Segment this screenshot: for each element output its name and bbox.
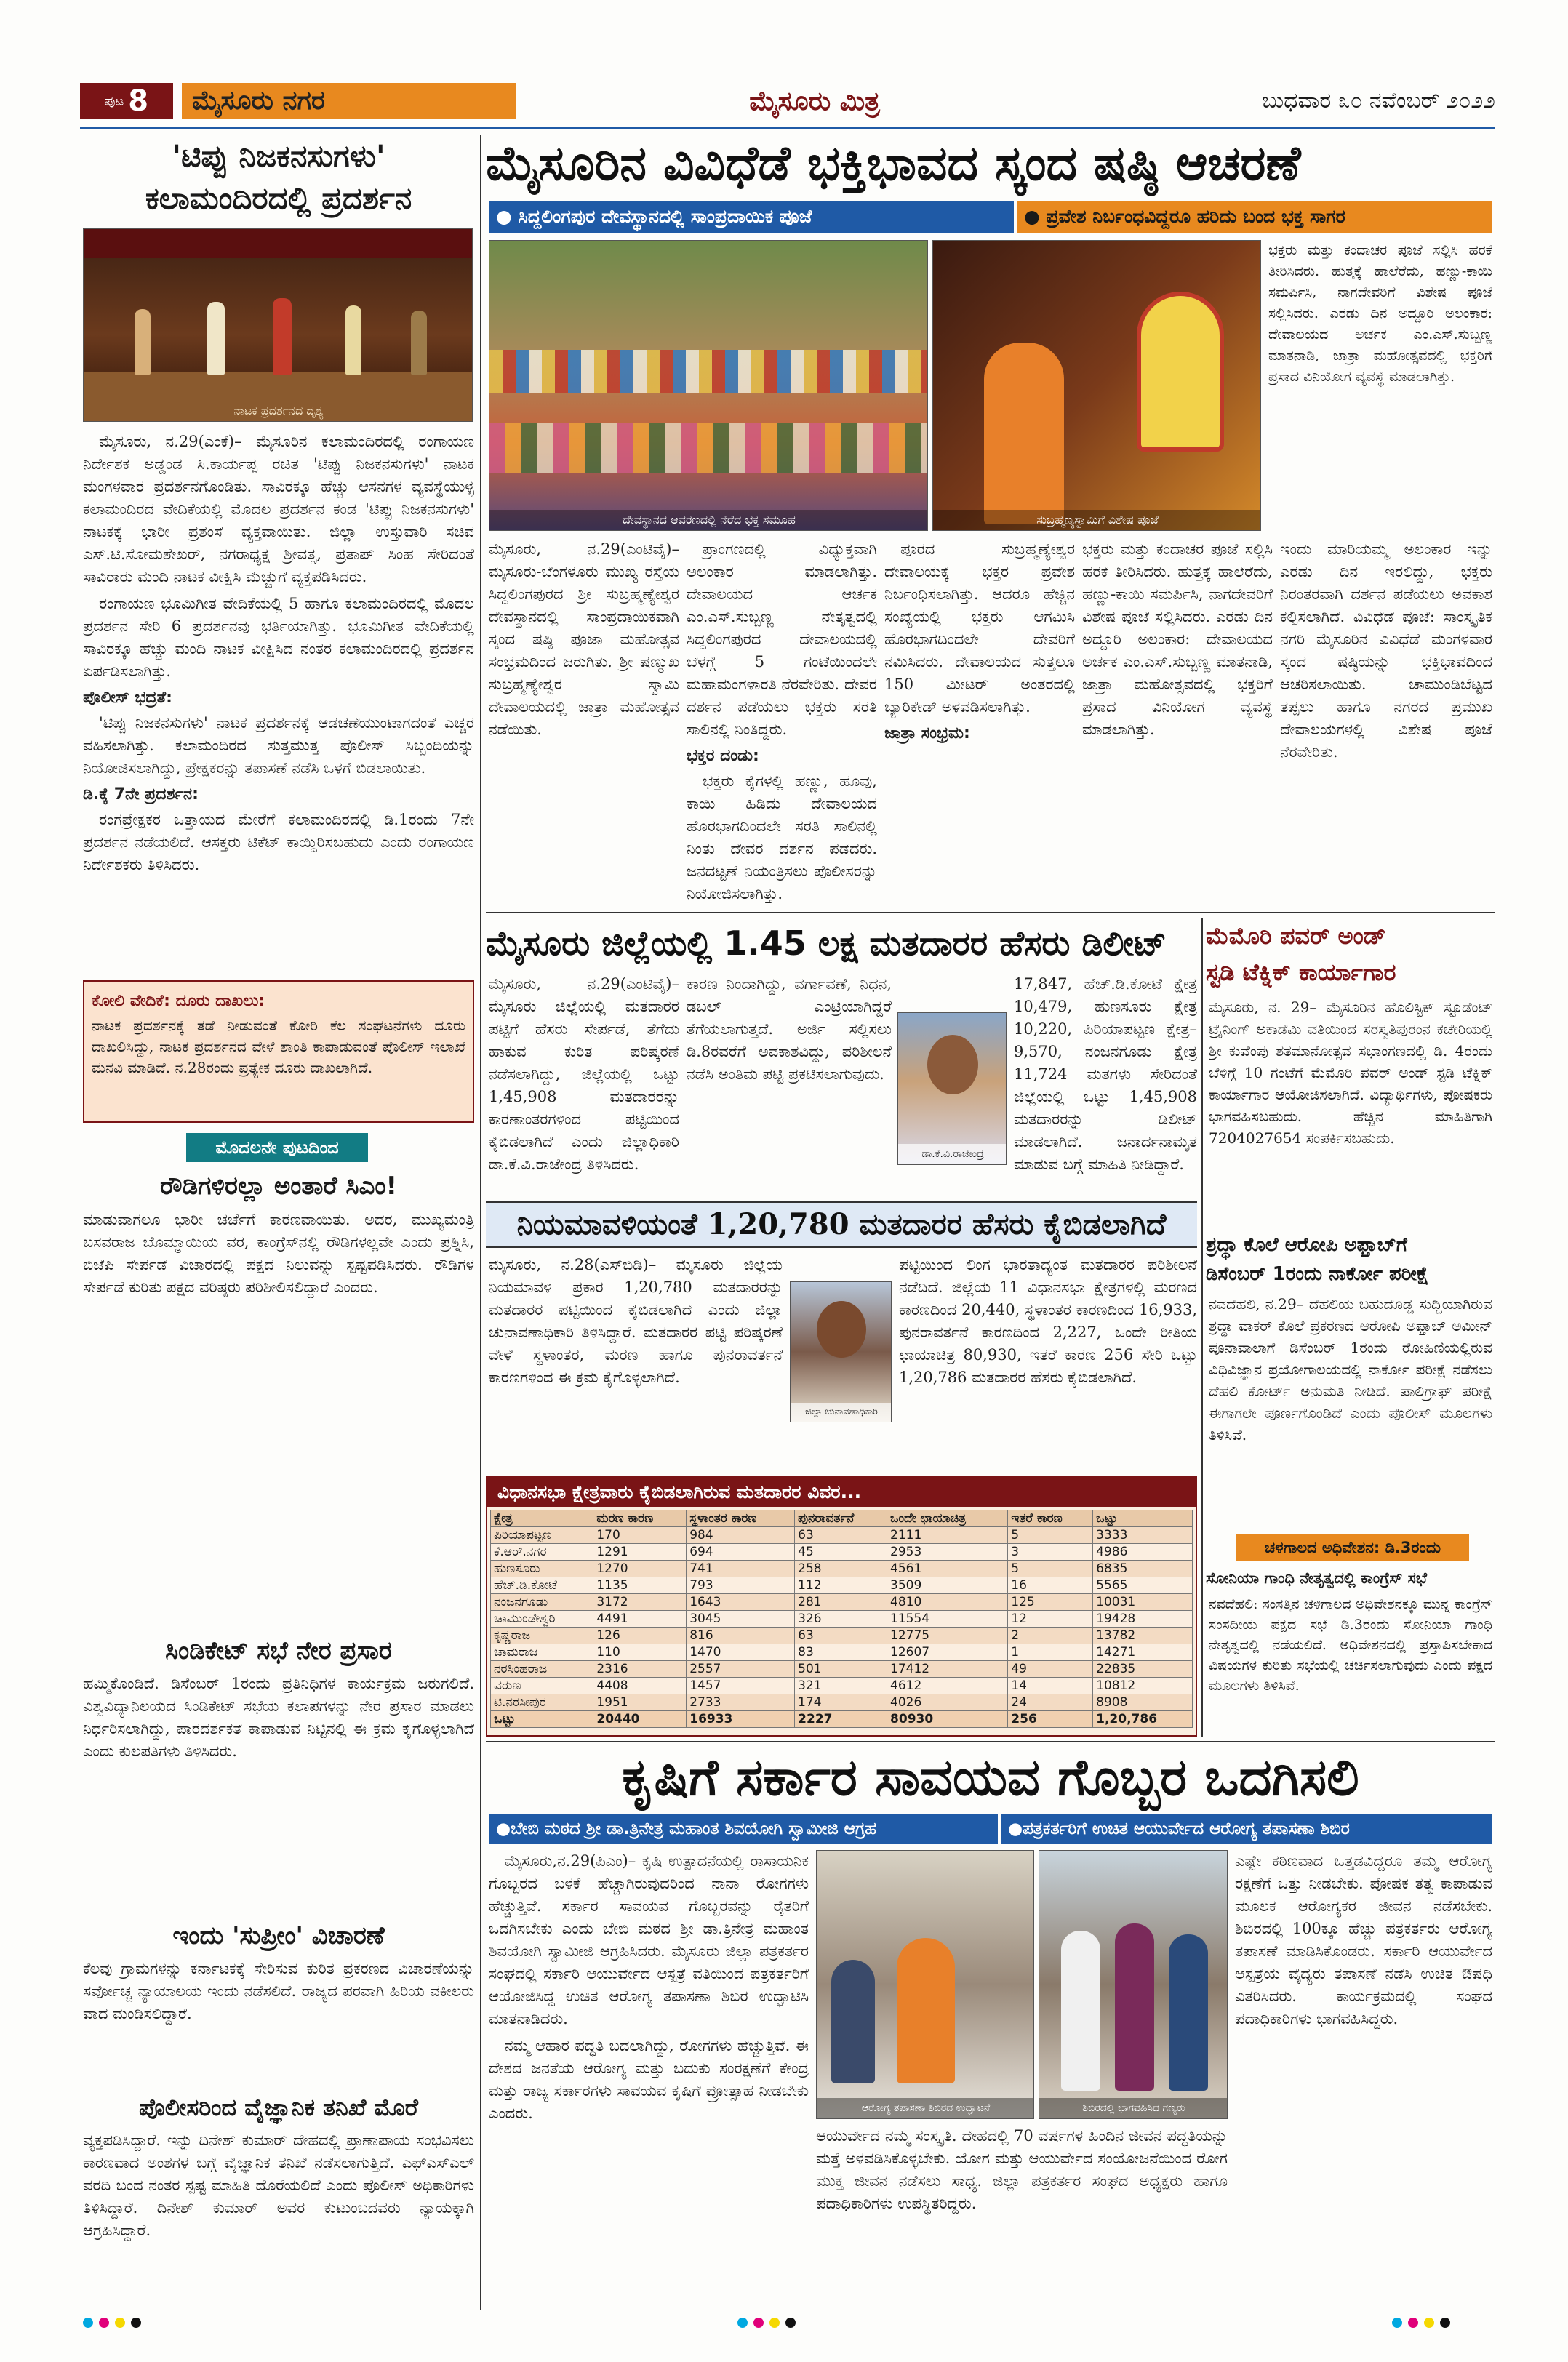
tally-cell: 4986 xyxy=(1093,1544,1193,1561)
tally-cell: 63 xyxy=(795,1527,887,1544)
crowd-band xyxy=(489,423,928,473)
tally-cell: 281 xyxy=(795,1594,887,1611)
tally-cell: ನರಸಿಂಹರಾಜ xyxy=(491,1661,593,1678)
tally-cell: 12775 xyxy=(887,1628,1008,1644)
tally-cell: 80930 xyxy=(887,1711,1008,1728)
magenta-dot xyxy=(753,2318,764,2328)
tally-cell: ಒಟ್ಟು xyxy=(491,1711,593,1728)
tally-cell: ಚಾಮುಂಡೇಶ್ವರಿ xyxy=(491,1611,593,1628)
tally-cell: 63 xyxy=(795,1628,887,1644)
tally-cell: 6835 xyxy=(1093,1561,1193,1577)
krushi-camp-photo xyxy=(816,1850,1034,2119)
sonia-text: ನವದೆಹಲಿ: ಸಂಸತ್ತಿನ ಚಳಿಗಾಲದ ಅಧಿವೇಶನಕ್ಕೂ ಮುನ್ನ ಕಾಂಗ್ರೆಸ್ ಸಂಸದೀಯ ಪಕ್ಷದ ಸಭೆ ಡಿ.3ರಂದು ಸೋನಿಯಾ ಗಾಂಧಿ ನೇತೃತ್ವದಲ್ಲಿ ನಡೆಯಲಿದೆ. ಅಧಿವೇಶನದಲ್ಲಿ ಪ್ರಸ್ತಾಪಿಸಬೇಕಾದ ವಿಷಯಗಳ ಕುರಿತು ಸಭೆಯಲ್ಲಿ ಚರ್ಚಿಸಲಾಗುವುದು ಎಂದು ಪಕ್ಷದ ಮೂಲಗಳು ತಿಳಿಸಿವೆ. xyxy=(1209,1596,1492,1694)
black-dot xyxy=(1440,2318,1450,2328)
tally-header-cell: ಒಂದೇ ಛಾಯಾಚಿತ್ರ xyxy=(887,1510,1008,1527)
tally-cell: 694 xyxy=(687,1544,795,1561)
tally-cell: 12 xyxy=(1008,1611,1093,1628)
actor-figure xyxy=(135,309,151,375)
tally-cell: 13782 xyxy=(1093,1628,1193,1644)
tippu-subhead: ಡಿ.ಕ್ಕೆ 7ನೇ ಪ್ರದರ್ಶನ: xyxy=(83,785,199,804)
black-dot xyxy=(785,2318,796,2328)
tally-cell: 4561 xyxy=(887,1561,1008,1577)
tally-cell: 1643 xyxy=(687,1594,795,1611)
tally-cell: 2557 xyxy=(687,1661,795,1678)
police-text: ವ್ಯಕ್ತಪಡಿಸಿದ್ದಾರೆ. ಇನ್ನು ದಿನೇಶ್ ಕುಮಾರ್ ದೇಹದಲ್ಲಿ ಪ್ರಾಣಾಪಾಯ ಸಂಭವಿಸಲು ಕಾರಣವಾದ ಅಂಶಗಳ ಬಗ್ಗೆ ವೈಜ್ಞಾನಿಕ ತನಿಖೆ ನಡೆಸಲಾಗುತ್ತಿದೆ. ಎಫ್‌ಎಸ್‌ಎಲ್ ವರದಿ ಬಂದ ನಂತರ ಸ್ಪಷ್ಟ ಮಾಹಿತಿ ದೊರೆಯಲಿದೆ ಎಂದು ಪೊಲೀಸ್ ಅಧಿಕಾರಿಗಳು ತಿಳಿಸಿದ್ದಾರೆ. ದಿನೇಶ್ ಕುಮಾರ್ ಅವರ ಕುಟುಂಬದವರು ನ್ಯಾಯಕ್ಕಾಗಿ ಆಗ್ರಹಿಸಿದ್ದಾರೆ. xyxy=(83,2131,474,2239)
tally-cell: 1291 xyxy=(593,1544,687,1561)
tally-cell: 501 xyxy=(795,1661,887,1678)
tally-cell: 174 xyxy=(795,1694,887,1711)
skanda-photo1-caption: ದೇವಸ್ಥಾನದ ಆವರಣದಲ್ಲಿ ನೆರೆದ ಭಕ್ತ ಸಮೂಹ xyxy=(489,510,928,530)
tally-row xyxy=(491,1544,1193,1561)
tally-cell: ಟಿ.ನರಸೀಪುರ xyxy=(491,1694,593,1711)
tally-table-block xyxy=(486,1476,1197,1737)
tally-header-cell: ಸ್ಥಳಾಂತರ ಕಾರಣ xyxy=(687,1510,795,1527)
person-figure xyxy=(897,1938,955,2083)
voters-official-photo xyxy=(897,1012,1007,1165)
tally-cell: 170 xyxy=(593,1527,687,1544)
syndicate-text: ಹಮ್ಮಿಕೊಂಡಿದೆ. ಡಿಸೆಂಬರ್ 1ರಂದು ಪ್ರತಿನಿಧಿಗಳ ಕಾರ್ಯಕ್ರಮ ಜರುಗಲಿದೆ. ವಿಶ್ವವಿದ್ಯಾನಿಲಯದ ಸಿಂಡಿಕೇಟ್ ಸಭೆಯ ಕಲಾಪಗಳನ್ನು ನೇರ ಪ್ರಸಾರ ಮಾಡಲು ನಿರ್ಧರಿಸಲಾಗಿದ್ದು, ಪಾರದರ್ಶಕತೆ ಕಾಪಾಡುವ ನಿಟ್ಟಿನಲ್ಲಿ ಈ ಕ್ರಮ ಕೈಗೊಳ್ಳಲಾಗಿದೆ ಎಂದು ಕುಲಪತಿಗಳು ತಿಳಿಸಿದರು. xyxy=(83,1675,474,1760)
tally-row xyxy=(491,1611,1193,1628)
page-number: 8 xyxy=(128,84,149,118)
tally-cell: 2316 xyxy=(593,1661,687,1678)
continued-text: ಮಾಡುವಾಗಲೂ ಭಾರೀ ಚರ್ಚೆಗೆ ಕಾರಣವಾಯಿತು. ಅದರ, ಮುಖ್ಯಮಂತ್ರಿ ಬಸವರಾಜ ಬೊಮ್ಮಾಯಿಯ ವರ, ಕಾಂಗ್ರೆಸ್‌ನಲ್ಲಿ ರೌಡಿಗಳಲ್ಲವೇ ಎಂದು ಪ್ರಶ್ನಿಸಿ, ಬಿಜೆಪಿ ಸೇರ್ಪಡೆ ವಿಚಾರದಲ್ಲಿ ಪಕ್ಷದ ನಿಲುವನ್ನು ಸ್ಪಷ್ಟಪಡಿಸಿದರು. ರೌಡಿಗಳ ಸೇರ್ಪಡೆ ಕುರಿತು ಪಕ್ಷದ ವರಿಷ್ಠರು ಪರಿಶೀಲಿಸಲಿದ್ದಾರೆ ಎಂದರು. xyxy=(83,1211,474,1296)
tally-header-cell: ಇತರೆ ಕಾರಣ xyxy=(1008,1510,1093,1527)
tally-cell: 16933 xyxy=(687,1711,795,1728)
tally-cell: ನಂಜನಗೂಡು xyxy=(491,1594,593,1611)
tally-header-cell: ಒಟ್ಟು xyxy=(1093,1510,1193,1527)
crowd-band xyxy=(489,350,928,393)
tally-cell: 4810 xyxy=(887,1594,1008,1611)
tally-row xyxy=(491,1661,1193,1678)
tally-cell: 11554 xyxy=(887,1611,1008,1628)
tippu-subhead: ಪೊಲೀಸ್ ಭದ್ರತೆ: xyxy=(83,689,172,707)
tally-table-wrap xyxy=(490,1510,1193,1734)
tally-cell: 3509 xyxy=(887,1577,1008,1594)
tally-cell: 5565 xyxy=(1093,1577,1193,1594)
skanda-col4: ಭಕ್ತರು ಮತ್ತು ಕಂದಾಚರ ಪೂಜೆ ಸಲ್ಲಿಸಿ ಹರಕೆ ತೀರಿಸಿದರು. ಹುತ್ತಕ್ಕೆ ಹಾಲೆರೆದು, ಹಣ್ಣು-ಕಾಯಿ ಸಮರ್ಪಿಸಿ, ನಾಗದೇವರಿಗೆ ವಿಶೇಷ ಪೂಜೆ ಸಲ್ಲಿಸಿದರು. ಎರಡು ದಿನ ಅದ್ದೂರಿ ಅಲಂಕಾರ: ದೇವಾಲಯದ ಅರ್ಚಕ ಎಂ.ಎಸ್.ಸುಬ್ಬಣ್ಣ ಮಾತನಾಡಿ, ಜಾತ್ರಾ ಮಹೋತ್ಸವದಲ್ಲಿ ಭಕ್ತರಿಗೆ ಪ್ರಸಾದ ವಿನಿಯೋಗ ವ್ಯವಸ್ಥೆ ಮಾಡಲಾಗಿತ್ತು. xyxy=(1082,540,1273,738)
tippu-headline xyxy=(80,135,477,223)
tippu-para: ಮೈಸೂರು, ನ.29(ಎಂಕೆ)– ಮೈಸೂರಿನ ಕಲಾಮಂದಿರದಲ್ಲಿ ರಂಗಾಯಣ ನಿರ್ದೇಶಕ ಅಡ್ಡಂಡ ಸಿ.ಕಾರ್ಯಪ್ಪ ರಚಿತ 'ಟಿಪ್ಪು ನಿಜಕನಸುಗಳು' ನಾಟಕ ಮಂಗಳವಾರ ಪ್ರದರ್ಶನಗೊಂಡಿತು. ಸಾವಿರಕ್ಕೂ ಹೆಚ್ಚು ಆಸನಗಳ ವ್ಯವಸ್ಥೆಯುಳ್ಳ ಕಲಾಮಂದಿರದ ವೇದಿಕೆಯಲ್ಲಿ ಮೊದಲ ಪ್ರದರ್ಶನ ಕಂಡ 'ಟಿಪ್ಪು ನಿಜಕನಸುಗಳು' ನಾಟಕಕ್ಕೆ ಭಾರೀ ಪ್ರಶಂಸೆ ವ್ಯಕ್ತವಾಯಿತು. ಜಿಲ್ಲಾ ಉಸ್ತುವಾರಿ ಸಚಿವ ಎಸ್.ಟಿ.ಸೋಮಶೇಖರ್, ನಗರಾಧ್ಯಕ್ಷ ಶ್ರೀವತ್ಸ, ಪ್ರತಾಪ್ ಸಿಂಹ ಸೇರಿದಂತೆ ಸಾವಿರಾರು ಮಂದಿ ನಾಟಕ ವೀಕ್ಷಿಸಿ ಮೆಚ್ಚುಗೆ ವ್ಯಕ್ತಪಡಿಸಿದರು. xyxy=(83,433,474,585)
tippu-note-box xyxy=(83,980,474,1123)
tippu-stage-photo xyxy=(83,228,473,422)
skanda-para: ಪೂರದ ಸುಬ್ರಹ್ಮಣ್ಯೇಶ್ವರ ದೇವಾಲಯಕ್ಕೆ ಭಕ್ತರ ಪ್ರವೇಶ ನಿರ್ಬಂಧಿಸಲಾಗಿತ್ತು. ಆದರೂ ಹೆಚ್ಚಿನ ಸಂಖ್ಯೆಯಲ್ಲಿ ಭಕ್ತರು ಆಗಮಿಸಿ ಹೊರಭಾಗದಿಂದಲೇ ದೇವರಿಗೆ ನಮಿಸಿದರು. ದೇವಾಲಯದ ಸುತ್ತಲೂ 150 ಮೀಟರ್ ಅಂತರದಲ್ಲಿ ಬ್ಯಾರಿಕೇಡ್ ಅಳವಡಿಸಲಾಗಿತ್ತು. xyxy=(884,540,1075,716)
shraddha-text: ನವದೆಹಲಿ, ನ.29– ದೆಹಲಿಯ ಬಹುದೊಡ್ಡ ಸುದ್ದಿಯಾಗಿರುವ ಶ್ರದ್ಧಾ ವಾಕರ್ ಕೊಲೆ ಪ್ರಕರಣದ ಆರೋಪಿ ಅಫ್ತಾಬ್ ಅಮೀನ್ ಪೂನಾವಾಲಾಗೆ ಡಿಸೆಂಬರ್ 1ರಂದು ರೋಹಿಣಿಯಲ್ಲಿರುವ ವಿಧಿವಿಜ್ಞಾನ ಪ್ರಯೋಗಾಲಯದಲ್ಲಿ ನಾರ್ಕೋ ಪರೀಕ್ಷೆ ನಡೆಸಲು ದೆಹಲಿ ಕೋರ್ಟ್ ಅನುಮತಿ ನೀಡಿದೆ. ಪಾಲಿಗ್ರಾಫ್ ಪರೀಕ್ಷೆ ಈಗಾಗಲೇ ಪೂರ್ಣಗೊಂಡಿದೆ ಎಂದು ಪೊಲೀಸ್ ಮೂಲಗಳು ತಿಳಿಸಿವೆ. xyxy=(1209,1295,1492,1444)
tally-cell: 741 xyxy=(687,1561,795,1577)
tally-cell: 4026 xyxy=(887,1694,1008,1711)
tally-cell: 1 xyxy=(1008,1644,1093,1661)
skanda-col3 xyxy=(884,538,1075,908)
tally-cell: ಕೆ.ಆರ್.ನಗರ xyxy=(491,1544,593,1561)
tally-cell: ಚಾಮರಾಜ xyxy=(491,1644,593,1661)
tally-cell: 112 xyxy=(795,1577,887,1594)
tippu-headline-line1: 'ಟಿಪ್ಪು ನಿಜಕನಸುಗಳು' xyxy=(172,138,385,174)
stage-curtain xyxy=(84,229,473,258)
tippu-note-title: ಕೋಲಿ ವೇದಿಕೆ: ದೂರು ದಾಖಲು: xyxy=(92,992,265,1010)
skanda-subhead: ಭಕ್ತರ ದಂಡು: xyxy=(687,747,759,765)
tally-cell: 4491 xyxy=(593,1611,687,1628)
skanda-col1: ಮೈಸೂರು, ನ.29(ಎಂಟಿವೈ)– ಮೈಸೂರು-ಬೆಂಗಳೂರು ಮುಖ್ಯ ರಸ್ತೆಯ ಸಿದ್ದಲಿಂಗಪುರದ ಶ್ರೀ ಸುಬ್ರಹ್ಮಣ್ಯೇಶ್ವರ ದೇವಸ್ಥಾನದಲ್ಲಿ ಸಾಂಪ್ರದಾಯಿಕವಾಗಿ ಸ್ಕಂದ ಷಷ್ಠಿ ಪೂಜಾ ಮಹೋತ್ಸವ ಸಂಭ್ರಮದಿಂದ ಜರುಗಿತು. ಶ್ರೀ ಷಣ್ಮುಖ ಸುಬ್ರಹ್ಮಣ್ಯೇಶ್ವರ ಸ್ವಾಮಿ ದೇವಾಲಯದಲ್ಲಿ ಜಾತ್ರಾ ಮಹೋತ್ಸವ ನಡೆಯಿತು. xyxy=(489,540,679,738)
memory-headline-line2: ಸ್ಟಡಿ ಟೆಕ್ನಿಕ್ ಕಾರ್ಯಾಗಾರ xyxy=(1206,958,1396,986)
registration-marks-center xyxy=(735,2317,836,2334)
yellow-dot xyxy=(115,2318,125,2328)
center-right-divider xyxy=(1201,918,1203,1737)
winter-session-band: ಚಳಗಾಲದ ಅಧಿವೇಶನ: ಡಿ.3ರಂದು xyxy=(1236,1534,1469,1561)
skanda-bottom-rule xyxy=(486,912,1495,913)
syndicate-headline: ಸಿಂಡಿಕೇಟ್ ಸಭೆ ನೇರ ಪ್ರಸಾರ xyxy=(165,1636,392,1665)
tally-cell: 5 xyxy=(1008,1527,1093,1544)
skanda-col5: ಇಂದು ಮಾರಿಯಮ್ಮ ಅಲಂಕಾರ ಇನ್ನು ಎರಡು ದಿನ ಇರಲಿದ್ದು, ಭಕ್ತರು ನಿರಂತರವಾಗಿ ದರ್ಶನ ಪಡೆಯಲು ಅವಕಾಶ ಕಲ್ಪಿಸಲಾಗಿದೆ. ವಿವಿಧೆಡೆ ಪೂಜೆ: ಸಾಂಸ್ಕೃತಿಕ ನಗರಿ ಮೈಸೂರಿನ ವಿವಿಧೆಡೆ ಮಂಗಳವಾರ ಸ್ಕಂದ ಷಷ್ಠಿಯನ್ನು ಭಕ್ತಿಭಾವದಿಂದ ಆಚರಿಸಲಾಯಿತು. ಚಾಮುಂಡಿಬೆಟ್ಟದ ತಪ್ಪಲು ಹಾಗೂ ನಗರದ ಪ್ರಮುಖ ದೇವಾಲಯಗಳಲ್ಲಿ ವಿಶೇಷ ಪೂಜೆ ನೆರವೇರಿತು. xyxy=(1280,540,1492,761)
skanda-text-right: ಭಕ್ತರು ಮತ್ತು ಕಂದಾಚರ ಪೂಜೆ ಸಲ್ಲಿಸಿ ಹರಕೆ ತೀರಿಸಿದರು. ಹುತ್ತಕ್ಕೆ ಹಾಲೆರೆದು, ಹಣ್ಣು-ಕಾಯಿ ಸಮರ್ಪಿಸಿ, ನಾಗದೇವರಿಗೆ ವಿಶೇಷ ಪೂಜೆ ಸಲ್ಲಿಸಿದರು. ಎರಡು ದಿನ ಅದ್ದೂರಿ ಅಲಂಕಾರ: ದೇವಾಲಯದ ಅರ್ಚಕ ಎಂ.ಎಸ್.ಸುಬ್ಬಣ್ಣ ಮಾತನಾಡಿ, ಜಾತ್ರಾ ಮಹೋತ್ಸವದಲ್ಲಿ ಭಕ್ತರಿಗೆ ಪ್ರಸಾದ ವಿನಿಯೋಗ ವ್ಯವಸ್ಥೆ ಮಾಡಲಾಗಿತ್ತು. xyxy=(1268,242,1492,385)
paper-logo: ಮೈಸೂರು ಮಿತ್ರ xyxy=(749,86,880,116)
masthead-rule xyxy=(80,127,1495,129)
tally-cell: 3045 xyxy=(687,1611,795,1628)
tally-cell: 125 xyxy=(1008,1594,1093,1611)
tippu-photo-caption: ನಾಟಕ ಪ್ರದರ್ಶನದ ದೃಶ್ಯ xyxy=(233,404,324,417)
tally-cell: 2111 xyxy=(887,1527,1008,1544)
portrait-head xyxy=(817,1301,866,1358)
tally-body xyxy=(491,1527,1193,1728)
krushi-para: ನಮ್ಮ ಆಹಾರ ಪದ್ಧತಿ ಬದಲಾಗಿದ್ದು, ರೋಗಗಳು ಹೆಚ್ಚುತ್ತಿವೆ. ಈ ದೇಶದ ಜನತೆಯ ಆರೋಗ್ಯ ಮತ್ತು ಬದುಕು ಸಂರಕ್ಷಣೆಗೆ ಕೇಂದ್ರ ಮತ್ತು ರಾಜ್ಯ ಸರ್ಕಾರಗಳು ಸಾವಯವ ಕೃಷಿಗೆ ಪ್ರೋತ್ಸಾಹ ನೀಡಬೇಕು ಎಂದರು. xyxy=(489,2037,809,2122)
krushi-photo1-caption: ಆರೋಗ್ಯ ತಪಾಸಣಾ ಶಿಬಿರದ ಉದ್ಘಾಟನೆ xyxy=(817,2098,1034,2118)
removed-official-photo xyxy=(790,1281,892,1422)
black-dot xyxy=(131,2318,141,2328)
registration-marks-right xyxy=(1389,2317,1491,2334)
tally-cell: 321 xyxy=(795,1678,887,1694)
skanda-col2 xyxy=(687,538,877,908)
tally-table xyxy=(490,1510,1193,1728)
tally-cell: 816 xyxy=(687,1628,795,1644)
tally-cell: ಕೃಷ್ಣರಾಜ xyxy=(491,1628,593,1644)
person-figure xyxy=(1115,1923,1154,2091)
tally-row xyxy=(491,1694,1193,1711)
krushi-photo2-caption: ಶಿಬಿರದಲ್ಲಿ ಭಾಗವಹಿಸಿದ ಗಣ್ಯರು xyxy=(1039,2098,1228,2118)
magenta-dot xyxy=(99,2318,109,2328)
removed-headline: ನಿಯಮಾವಳಿಯಂತೆ 1,20,780 ಮತದಾರರ ಹೆಸರು ಕೈಬಿಡಲಾಗಿದೆ xyxy=(516,1207,1167,1241)
krushi-col-right: ಎಷ್ಟೇ ಕಠಿಣವಾದ ಒತ್ತಡವಿದ್ದರೂ ತಮ್ಮ ಆರೋಗ್ಯ ರಕ್ಷಣೆಗೆ ಒತ್ತು ನೀಡಬೇಕು. ಪೋಷಕ ತತ್ವ ಕಾಪಾಡುವ ಮೂಲಕ ಆರೋಗ್ಯಕರ ಜೀವನ ನಡೆಸಬೇಕು. ಶಿಬಿರದಲ್ಲಿ 100ಕ್ಕೂ ಹೆಚ್ಚು ಪತ್ರಕರ್ತರು ಆರೋಗ್ಯ ತಪಾಸಣೆ ಮಾಡಿಸಿಕೊಂಡರು. ಸರ್ಕಾರಿ ಆಯುರ್ವೇದ ಆಸ್ಪತ್ರೆಯ ವೈದ್ಯರು ತಪಾಸಣೆ ನಡೆಸಿ ಉಚಿತ ಔಷಧಿ ವಿತರಿಸಿದರು. ಕಾರ್ಯಕ್ರಮದಲ್ಲಿ ಸಂಘದ ಪದಾಧಿಕಾರಿಗಳು ಭಾಗವಹಿಸಿದ್ದರು. xyxy=(1235,1852,1492,2027)
tally-cell: 14271 xyxy=(1093,1644,1193,1661)
voters-col2: ಕಾರಣ ನಿಂದಾಗಿದ್ದು, ವರ್ಗಾವಣೆ, ನಿಧನ, ಡಬಲ್ ಎಂಟ್ರಿಯಾಗಿದ್ದರೆ ತೆಗೆಯಲಾಗುತ್ತದೆ. ಅರ್ಜಿ ಸಲ್ಲಿಸಲು ಡಿ.8ರವರೆಗೆ ಅವಕಾಶವಿದ್ದು, ಪರಿಶೀಲನೆ ನಡೆಸಿ ಅಂತಿಮ ಪಟ್ಟಿ ಪ್ರಕಟಿಸಲಾಗುವುದು. xyxy=(687,975,892,1083)
skanda-para: ಭಕ್ತರು ಕೈಗಳಲ್ಲಿ ಹಣ್ಣು, ಹೂವು, ಕಾಯಿ ಹಿಡಿದು ದೇವಾಲಯದ ಹೊರಭಾಗದಿಂದಲೇ ಸರತಿ ಸಾಲಿನಲ್ಲಿ ನಿಂತು ದೇವರ ದರ್ಶನ ಪಡೆದರು. ಜನದಟ್ಟಣೆ ನಿಯಂತ್ರಿಸಲು ಪೊಲೀಸರನ್ನು ನಿಯೋಜಿಸಲಾಗಿತ್ತು. xyxy=(687,772,877,902)
priest-figure xyxy=(984,343,1064,524)
tally-header-cell: ಮರಣ ಕಾರಣ xyxy=(593,1510,687,1527)
yellow-dot xyxy=(769,2318,780,2328)
shraddha-headline xyxy=(1206,1230,1495,1290)
krushi-subbar-right: ●ಪತ್ರಕರ್ತರಿಗೆ ಉಚಿತ ಆಯುರ್ವೇದ ಆರೋಗ್ಯ ತಪಾಸಣಾ ಶಿಬಿರ xyxy=(1001,1814,1492,1844)
police-headline: ಪೊಲೀಸರಿಂದ ವೈಜ್ಞಾನಿಕ ತನಿಖೆ ಮೊರೆ xyxy=(139,2094,418,2121)
tally-row xyxy=(491,1628,1193,1644)
tally-cell: ಹುಣಸೂರು xyxy=(491,1561,593,1577)
tally-cell: 49 xyxy=(1008,1661,1093,1678)
tally-cell: 1270 xyxy=(593,1561,687,1577)
tally-cell: 3172 xyxy=(593,1594,687,1611)
tally-cell: 1,20,786 xyxy=(1093,1711,1193,1728)
person-figure xyxy=(831,1960,875,2083)
page-label-box xyxy=(80,83,173,119)
continued-band: ಮೊದಲನೇ ಪುಟದಿಂದ xyxy=(186,1133,368,1162)
tippu-para: ರಂಗಪ್ರೇಕ್ಷಕರ ಒತ್ತಾಯದ ಮೇರೆಗೆ ಕಲಾಮಂದಿರದಲ್ಲಿ ಡಿ.1ರಂದು 7ನೇ ಪ್ರದರ್ಶನ ನಡೆಯಲಿದೆ. ಆಸಕ್ತರು ಟಿಕೆಟ್ ಕಾಯ್ದಿರಿಸಬಹುದು ಎಂದು ರಂಗಾಯಣ ನಿರ್ದೇಶಕರು ತಿಳಿಸಿದರು. xyxy=(83,811,474,873)
tally-row xyxy=(491,1527,1193,1544)
skanda-subhead: ಜಾತ್ರಾ ಸಂಭ್ರಮ: xyxy=(884,724,970,742)
tally-cell: 110 xyxy=(593,1644,687,1661)
tally-cell: 10812 xyxy=(1093,1678,1193,1694)
tally-cell: 20440 xyxy=(593,1711,687,1728)
skanda-photo2-caption: ಸುಬ್ರಹ್ಮಣ್ಯಸ್ವಾಮಿಗೆ ವಿಶೇಷ ಪೂಜೆ xyxy=(933,510,1261,530)
cyan-dot xyxy=(1392,2318,1402,2328)
continued-headline: ರೌಡಿಗಳಿರಲ್ಲಾ ಅಂತಾರೆ ಸಿಎಂ! xyxy=(159,1172,397,1201)
tally-cell: 984 xyxy=(687,1527,795,1544)
voters-photo-caption: ಡಾ.ಕೆ.ವಿ.ರಾಜೇಂದ್ರ xyxy=(898,1144,1007,1164)
voters-col1: ಮೈಸೂರು, ನ.29(ಎಂಟಿವೈ)– ಮೈಸೂರು ಜಿಲ್ಲೆಯಲ್ಲಿ ಮತದಾರರ ಪಟ್ಟಿಗೆ ಹೆಸರು ಸೇರ್ಪಡೆ, ತೆಗೆದು ಹಾಕುವ ಕುರಿತ ಪರಿಷ್ಕರಣೆ ನಡೆಸಲಾಗಿದ್ದು, ಜಿಲ್ಲೆಯಲ್ಲಿ ಒಟ್ಟು 1,45,908 ಮತದಾರರನ್ನು ಕಾರಣಾಂತರಗಳಿಂದ ಪಟ್ಟಿಯಿಂದ ಕೈಬಿಡಲಾಗಿದೆ ಎಂದು ಜಿಲ್ಲಾಧಿಕಾರಿ ಡಾ.ಕೆ.ವಿ.ರಾಜೇಂದ್ರ ತಿಳಿಸಿದರು. xyxy=(489,975,679,1173)
person-figure xyxy=(1169,1934,1208,2091)
krushi-group-photo xyxy=(1039,1850,1228,2119)
tally-row xyxy=(491,1561,1193,1577)
shraddha-headline-line1: ಶ್ರದ್ಧಾ ಕೊಲೆ ಆರೋಪಿ ಅಫ್ತಾಬ್‌ಗೆ xyxy=(1206,1234,1407,1256)
shraddha-headline-line2: ಡಿಸೆಂಬರ್ 1ರಂದು ನಾರ್ಕೋ ಪರೀಕ್ಷೆ xyxy=(1206,1263,1429,1285)
tally-row xyxy=(491,1594,1193,1611)
tally-cell: 258 xyxy=(795,1561,887,1577)
tally-cell: ಹೆಚ್.ಡಿ.ಕೋಟೆ xyxy=(491,1577,593,1594)
skanda-para: ಪ್ರಾಂಗಣದಲ್ಲಿ ವಿಧ್ಯುಕ್ತವಾಗಿ ಅಲಂಕಾರ ಮಾಡಲಾಗಿತ್ತು. ದೇವಾಲಯದ ಆರ್ಚಕ ಎಂ.ಎಸ್.ಸುಬ್ಬಣ್ಣ ನೇತೃತ್ವದಲ್ಲಿ ಸಿದ್ದಲಿಂಗಪುರದ ದೇವಾಲಯದಲ್ಲಿ ಬೆಳಗ್ಗೆ 5 ಗಂಟೆಯಿಂದಲೇ ಮಹಾಮಂಗಳಾರತಿ ನೆರವೇರಿತು. ದೇವರ ದರ್ಶನ ಪಡೆಯಲು ಭಕ್ತರು ಸರತಿ ಸಾಲಿನಲ್ಲಿ ನಿಂತಿದ್ದರು. xyxy=(687,540,877,738)
tally-header-cell: ಪುನರಾವರ್ತನೆ xyxy=(795,1510,887,1527)
yellow-dot xyxy=(1424,2318,1434,2328)
tally-cell: 14 xyxy=(1008,1678,1093,1694)
deity-figure xyxy=(1137,292,1224,452)
tally-cell: 326 xyxy=(795,1611,887,1628)
tally-cell: 10031 xyxy=(1093,1594,1193,1611)
supreme-headline: ಇಂದು 'ಸುಪ್ರೀಂ' ವಿಚಾರಣೆ xyxy=(172,1921,385,1950)
tally-cell: 2227 xyxy=(795,1711,887,1728)
tally-header-row xyxy=(491,1510,1193,1527)
skanda-headline: ಮೈಸೂರಿನ ವಿವಿಧೆಡೆ ಭಕ್ತಿಭಾವದ ಸ್ಕಂದ ಷಷ್ಠಿ ಆಚರಣೆ xyxy=(486,135,1301,191)
tally-cell: 16 xyxy=(1008,1577,1093,1594)
tally-cell: 83 xyxy=(795,1644,887,1661)
tally-cell: 5 xyxy=(1008,1561,1093,1577)
registration-marks-left xyxy=(80,2317,182,2334)
memory-headline-line1: ಮೆಮೊರಿ ಪವರ್ ಅಂಡ್ xyxy=(1206,922,1386,950)
skanda-crowd-photo xyxy=(489,240,928,531)
portrait-head xyxy=(927,1035,978,1094)
skanda-subbar-left: ● ಸಿದ್ದಲಿಂಗಪುರ ದೇವಸ್ಥಾನದಲ್ಲಿ ಸಾಂಪ್ರದಾಯಿಕ ಪೂಜೆ xyxy=(489,201,1014,233)
tally-cell: 45 xyxy=(795,1544,887,1561)
removed-col2: ಪಟ್ಟಿಯಿಂದ ಲಿಂಗ ಭಾರತಾದ್ಯಂತ ಮತದಾರರ ಪರಿಶೀಲನೆ ನಡೆದಿದೆ. ಜಿಲ್ಲೆಯ 11 ವಿಧಾನಸಭಾ ಕ್ಷೇತ್ರಗಳಲ್ಲಿ ಮರಣದ ಕಾರಣದಿಂದ 20,440, ಸ್ಥಳಾಂತರ ಕಾರಣದಿಂದ 16,933, ಪುನರಾವರ್ತನೆ ಕಾರಣದಿಂದ 2,227, ಒಂದೇ ರೀತಿಯ ಛಾಯಾಚಿತ್ರ 80,930, ಇತರೆ ಕಾರಣ 256 ಸೇರಿ ಒಟ್ಟು 1,20,786 ಮತದಾರರ ಹೆಸರು ಕೈಬಿಡಲಾಗಿದೆ. xyxy=(899,1256,1197,1386)
krushi-subbar-left: ●ಬೇಬಿ ಮಠದ ಶ್ರೀ ಡಾ.ತ್ರಿನೇತ್ರ ಮಹಾಂತ ಶಿವಯೋಗಿ ಸ್ವಾಮೀಜಿ ಆಗ್ರಹ xyxy=(489,1814,998,1844)
tippu-article-body xyxy=(83,431,474,980)
tally-cell: 126 xyxy=(593,1628,687,1644)
issue-date: ಬುಧವಾರ ೩೦ ನವೆಂಬರ್ ೨೦೨೨ xyxy=(1262,88,1495,113)
actor-figure xyxy=(411,311,427,375)
tally-cell: 1135 xyxy=(593,1577,687,1594)
section-name: ಮೈಸೂರು ನಗರ xyxy=(182,83,516,119)
tally-cell: 12607 xyxy=(887,1644,1008,1661)
tally-cell: 1951 xyxy=(593,1694,687,1711)
tally-cell: 1470 xyxy=(687,1644,795,1661)
tally-cell: 22835 xyxy=(1093,1661,1193,1678)
removed-photo-caption: ಜಿಲ್ಲಾ ಚುನಾವಣಾಧಿಕಾರಿ xyxy=(791,1403,892,1422)
tally-cell: 1457 xyxy=(687,1678,795,1694)
tally-cell: 19428 xyxy=(1093,1611,1193,1628)
tippu-para: ರಂಗಾಯಣ ಭೂಮಿಗೀತ ವೇದಿಕೆಯಲ್ಲಿ 5 ಹಾಗೂ ಕಲಾಮಂದಿರದಲ್ಲಿ ಮೊದಲ ಪ್ರದರ್ಶನ ಸೇರಿ 6 ಪ್ರದರ್ಶನವು ಭರ್ತಿಯಾಗಿತ್ತು. ಭೂಮಿಗೀತ ವೇದಿಕೆಯಲ್ಲಿ ಸಾವಿರಕ್ಕೂ ಹೆಚ್ಚು ಮಂದಿ ನಾಟಕ ವೀಕ್ಷಿಸಿದ ನಂತರ ಕಲಾಮಂದಿರದಲ್ಲಿ ಪ್ರದರ್ಶನ ಏರ್ಪಡಿಸಲಾಗಿತ್ತು. xyxy=(83,595,474,680)
tally-cell: 3333 xyxy=(1093,1527,1193,1544)
cyan-dot xyxy=(737,2318,748,2328)
masthead xyxy=(80,79,1495,124)
supreme-text: ಕೆಲವು ಗ್ರಾಮಗಳನ್ನು ಕರ್ನಾಟಕಕ್ಕೆ ಸೇರಿಸುವ ಕುರಿತ ಪ್ರಕರಣದ ವಿಚಾರಣೆಯನ್ನು ಸರ್ವೋಚ್ಚ ನ್ಯಾಯಾಲಯ ಇಂದು ನಡೆಸಲಿದೆ. ರಾಜ್ಯದ ಪರವಾಗಿ ಹಿರಿಯ ವಕೀಲರು ವಾದ ಮಂಡಿಸಲಿದ್ದಾರೆ. xyxy=(83,1960,474,2022)
page-label: ಪುಟ xyxy=(104,93,124,109)
tippu-headline-line2: ಕಲಾಮಂದಿರದಲ್ಲಿ ಪ್ರದರ್ಶನ xyxy=(145,180,412,216)
magenta-dot xyxy=(1408,2318,1418,2328)
removed-col1: ಮೈಸೂರು, ನ.28(ಎಸ್‌ಬಿಡಿ)– ಮೈಸೂರು ಜಿಲ್ಲೆಯ ನಿಯಮಾವಳಿ ಪ್ರಕಾರ 1,20,780 ಮತದಾರರನ್ನು ಮತದಾರರ ಪಟ್ಟಿಯಿಂದ ಕೈಬಿಡಲಾಗಿದೆ ಎಂದು ಜಿಲ್ಲಾ ಚುನಾವಣಾಧಿಕಾರಿ ತಿಳಿಸಿದ್ದಾರೆ. ಮತದಾರರ ಪಟ್ಟಿ ಪರಿಷ್ಕರಣೆ ವೇಳೆ ಸ್ಥಳಾಂತರ, ಮರಣ ಹಾಗೂ ಪುನರಾವರ್ತನೆ ಕಾರಣಗಳಿಂದ ಈ ಕ್ರಮ ಕೈಗೊಳ್ಳಲಾಗಿದೆ. xyxy=(489,1256,783,1386)
tally-cell: 2733 xyxy=(687,1694,795,1711)
left-column-divider xyxy=(480,135,481,2310)
removed-headline-box xyxy=(486,1201,1197,1248)
krushi-headline: ಕೃಷಿಗೆ ಸರ್ಕಾರ ಸಾವಯವ ಗೊಬ್ಬರ ಒದಗಿಸಲಿ xyxy=(622,1748,1359,1807)
skanda-subbar-right: ● ಪ್ರವೇಶ ನಿರ್ಬಂಧವಿದ್ದರೂ ಹರಿದು ಬಂದ ಭಕ್ತ ಸಾಗರ xyxy=(1017,201,1492,233)
krushi-col1 xyxy=(489,1850,809,2310)
tippu-note-text: ನಾಟಕ ಪ್ರದರ್ಶನಕ್ಕೆ ತಡೆ ನೀಡುವಂತೆ ಕೋರಿ ಕೆಲ ಸಂಘಟನೆಗಳು ದೂರು ದಾಖಲಿಸಿದ್ದು, ನಾಟಕ ಪ್ರದರ್ಶನದ ವೇಳೆ ಶಾಂತಿ ಕಾಪಾಡುವಂತೆ ಪೊಲೀಸ್ ಇಲಾಖೆ ಮನವಿ ಮಾಡಿದೆ. ನ.28ರಂದು ಪ್ರತ್ಯೇಕ ದೂರು ದಾಖಲಾಗಿದೆ. xyxy=(92,1017,465,1076)
tally-table-title: ವಿಧಾನಸಭಾ ಕ್ಷೇತ್ರವಾರು ಕೈಬಿಡಲಾಗಿರುವ ಮತದಾರರ ವಿವರ... xyxy=(487,1478,1196,1507)
voters-headline: ಮೈಸೂರು ಜಿಲ್ಲೆಯಲ್ಲಿ 1.45 ಲಕ್ಷ ಮತದಾರರ ಹೆಸರು ಡಿಲೀಟ್ xyxy=(486,924,1167,963)
sonia-headline: ಸೋನಿಯಾ ಗಾಂಧಿ ನೇತೃತ್ವದಲ್ಲಿ ಕಾಂಗ್ರೆಸ್ ಸಭೆ xyxy=(1206,1569,1427,1587)
skanda-puja-photo xyxy=(932,240,1261,531)
krushi-para: ಮೈಸೂರು,ನ.29(ಪಿಎಂ)– ಕೃಷಿ ಉತ್ಪಾದನೆಯಲ್ಲಿ ರಾಸಾಯನಿಕ ಗೊಬ್ಬರದ ಬಳಕೆ ಹೆಚ್ಚಾಗಿರುವುದರಿಂದ ನಾನಾ ರೋಗಗಳು ಹೆಚ್ಚುತ್ತಿವೆ. ಸರ್ಕಾರ ಸಾವಯವ ಗೊಬ್ಬರವನ್ನು ರೈತರಿಗೆ ಒದಗಿಸಬೇಕು ಎಂದು ಬೇಬಿ ಮಠದ ಶ್ರೀ ಡಾ.ತ್ರಿನೇತ್ರ ಮಹಾಂತ ಶಿವಯೋಗಿ ಸ್ವಾಮೀಜಿ ಆಗ್ರಹಿಸಿದರು. ಮೈಸೂರು ಜಿಲ್ಲಾ ಪತ್ರಕರ್ತರ ಸಂಘದಲ್ಲಿ ಸರ್ಕಾರಿ ಆಯುರ್ವೇದ ಆಸ್ಪತ್ರೆ ವತಿಯಿಂದ ಪತ್ರಕರ್ತರಿಗೆ ಆಯೋಜಿಸಿದ್ದ ಉಚಿತ ಆರೋಗ್ಯ ತಪಾಸಣಾ ಶಿಬಿರ ಉದ್ಘಾಟಿಸಿ ಮಾತನಾಡಿದರು. xyxy=(489,1852,809,2027)
memory-headline xyxy=(1206,918,1495,993)
krushi-col-under-photo: ಆಯುರ್ವೇದ ನಮ್ಮ ಸಂಸ್ಕೃತಿ. ದೇಹದಲ್ಲಿ 70 ವರ್ಷಗಳ ಹಿಂದಿನ ಜೀವನ ಪದ್ಧತಿಯನ್ನು ಮತ್ತೆ ಅಳವಡಿಸಿಕೊಳ್ಳಬೇಕು. ಯೋಗ ಮತ್ತು ಆಯುರ್ವೇದ ಸಂಯೋಜನೆಯಿಂದ ರೋಗ ಮುಕ್ತ ಜೀವನ ನಡೆಸಲು ಸಾಧ್ಯ. ಜಿಲ್ಲಾ ಪತ್ರಕರ್ತರ ಸಂಘದ ಅಧ್ಯಕ್ಷರು ಹಾಗೂ ಪದಾಧಿಕಾರಿಗಳು ಉಪಸ್ಥಿತರಿದ್ದರು. xyxy=(816,2127,1228,2212)
actor-figure xyxy=(345,305,361,375)
cyan-dot xyxy=(83,2318,93,2328)
tally-cell: 4408 xyxy=(593,1678,687,1694)
tally-total-row xyxy=(491,1711,1193,1728)
tally-cell: ವರುಣ xyxy=(491,1678,593,1694)
tally-cell: 2953 xyxy=(887,1544,1008,1561)
tally-cell: 2 xyxy=(1008,1628,1093,1644)
tally-cell: ಪಿರಿಯಾಪಟ್ಟಣ xyxy=(491,1527,593,1544)
tally-cell: 3 xyxy=(1008,1544,1093,1561)
memory-text: ಮೈಸೂರು, ನ. 29– ಮೈಸೂರಿನ ಹೊಲಿಸ್ಟಿಕ್ ಸ್ಟೂಡೆಂಟ್ ಟ್ರೈನಿಂಗ್ ಅಕಾಡೆಮಿ ವತಿಯಿಂದ ಸರಸ್ವತಿಪುರಂನ ಕಚೇರಿಯಲ್ಲಿ ಶ್ರೀ ಕುವೆಂಪು ಶತಮಾನೋತ್ಸವ ಸಭಾಂಗಣದಲ್ಲಿ ಡಿ. 4ರಂದು ಬೆಳಿಗ್ಗೆ 10 ಗಂಟೆಗೆ ಮೆಮೊರಿ ಪವರ್ ಅಂಡ್ ಸ್ಟಡಿ ಟೆಕ್ನಿಕ್ ಕಾರ್ಯಾಗಾರ ಆಯೋಜಿಸಲಾಗಿದೆ. ವಿದ್ಯಾರ್ಥಿಗಳು, ಪೋಷಕರು ಭಾಗವಹಿಸಬಹುದು. ಹೆಚ್ಚಿನ ಮಾಹಿತಿಗಾಗಿ 7204027654 ಸಂಪರ್ಕಿಸಬಹುದು. xyxy=(1209,998,1492,1147)
tally-cell: 8908 xyxy=(1093,1694,1193,1711)
tally-cell: 793 xyxy=(687,1577,795,1594)
person-figure xyxy=(1061,1931,1100,2091)
tally-cell: 17412 xyxy=(887,1661,1008,1678)
voters-col3: 17,847, ಹೆಚ್.ಡಿ.ಕೋಟೆ ಕ್ಷೇತ್ರ 10,479, ಹುಣಸೂರು ಕ್ಷೇತ್ರ 10,220, ಪಿರಿಯಾಪಟ್ಟಣ ಕ್ಷೇತ್ರ–9,570, ನಂಜನಗೂಡು ಕ್ಷೇತ್ರ 11,724 ಮತಗಳು ಸೇರಿದಂತೆ ಜಿಲ್ಲೆಯಲ್ಲಿ ಒಟ್ಟು 1,45,908 ಮತದಾರರನ್ನು ಡಿಲೀಟ್ ಮಾಡಲಾಗಿದೆ. ಜನಾರ್ದನಾಮೃತ ಮಾಡುವ ಬಗ್ಗೆ ಮಾಹಿತಿ ನೀಡಿದ್ದಾರೆ. xyxy=(1014,975,1197,1173)
tally-cell: 24 xyxy=(1008,1694,1093,1711)
actor-figure xyxy=(207,302,225,375)
tally-row xyxy=(491,1644,1193,1661)
tally-cell: 4612 xyxy=(887,1678,1008,1694)
tally-cell: 256 xyxy=(1008,1711,1093,1728)
tally-header-cell: ಕ್ಷೇತ್ರ xyxy=(491,1510,593,1527)
tippu-para: 'ಟಿಪ್ಪು ನಿಜಕನಸುಗಳು' ನಾಟಕ ಪ್ರದರ್ಶನಕ್ಕೆ ಆಡಚಣೆಯುಂಟಾಗದಂತೆ ಎಚ್ಚರ ವಹಿಸಲಾಗಿತ್ತು. ಕಲಾಮಂದಿರದ ಸುತ್ತಮುತ್ತ ಪೊಲೀಸ್ ಸಿಬ್ಬಂದಿಯನ್ನು ನಿಯೋಜಿಸಲಾಗಿದ್ದು, ಪ್ರೇಕ್ಷಕರನ್ನು ತಪಾಸಣೆ ನಡೆಸಿ ಒಳಗೆ ಬಿಡಲಾಯಿತು. xyxy=(83,714,474,777)
tally-row xyxy=(491,1678,1193,1694)
tally-row xyxy=(491,1577,1193,1594)
krushi-top-rule xyxy=(486,1741,1495,1742)
actor-figure xyxy=(273,298,292,375)
